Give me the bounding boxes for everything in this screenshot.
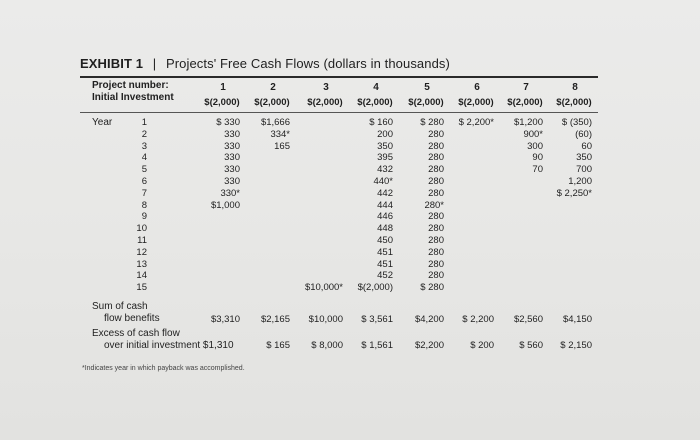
cell-p5-y1: $ 280 xyxy=(420,117,444,128)
cell-p1-y1: $ 330 xyxy=(216,117,240,128)
exhibit-title xyxy=(80,56,450,71)
cell-p4-y7: 442 xyxy=(377,187,393,199)
exhibit-label: EXHIBIT 1 xyxy=(80,56,144,71)
sum-p1: $3,310 xyxy=(210,314,240,325)
cell-p5-y2: 280 xyxy=(428,128,444,140)
sum-p8: $4,150 xyxy=(562,314,592,325)
cell-p7-y5: 70 xyxy=(532,164,543,176)
initial-investment-label: Initial Investment xyxy=(92,92,174,103)
cell-p8-y1: $ (350) xyxy=(561,117,592,128)
sum-p4: $ 3,561 xyxy=(361,314,393,325)
initial-investment-4: $(2,000) xyxy=(357,97,393,108)
year-12: 12 xyxy=(136,246,147,258)
year-label: Year xyxy=(92,117,113,128)
year-5: 5 xyxy=(141,164,147,176)
initial-investment-7: $(2,000) xyxy=(507,97,543,108)
top-rule xyxy=(80,76,598,78)
year-13: 13 xyxy=(136,258,147,270)
cell-p4-y9: 446 xyxy=(377,211,393,223)
cell-p5-y8: 280* xyxy=(424,199,444,211)
project-number-1: 1 xyxy=(220,82,226,93)
sum-p2: $2,165 xyxy=(260,314,290,325)
excess-p3: $ 8,000 xyxy=(311,340,343,351)
cell-p1-y5: 330 xyxy=(224,164,240,176)
cell-p5-y14: 280 xyxy=(428,270,444,282)
header-rule xyxy=(80,112,598,113)
initial-investment-8: $(2,000) xyxy=(556,97,592,108)
excess-p5: $2,200 xyxy=(414,340,444,351)
cell-p4-y14: 452 xyxy=(377,270,393,282)
year-4: 4 xyxy=(141,152,147,164)
cell-p5-y5: 280 xyxy=(428,164,444,176)
cell-p4-y4: 395 xyxy=(377,152,393,164)
cell-p1-y8: $1,000 xyxy=(210,199,240,211)
year-11: 11 xyxy=(137,235,147,246)
project-number-label: Project number: xyxy=(92,80,169,91)
cell-p1-y2: 330 xyxy=(224,128,240,140)
cell-p4-y13: 451 xyxy=(377,258,393,270)
cell-p2-y3: 165 xyxy=(274,140,290,152)
excess-p2: $ 165 xyxy=(266,340,290,351)
project-number-2: 2 xyxy=(270,82,276,93)
cell-p4-y8: 444 xyxy=(377,199,393,211)
cell-p8-y3: 60 xyxy=(581,140,592,152)
cell-p4-y15: $(2,000) xyxy=(357,282,393,294)
cell-p5-y10: 280 xyxy=(428,223,444,235)
year-14: 14 xyxy=(136,270,147,282)
cell-p4-y3: 350 xyxy=(377,140,393,152)
cell-p7-y3: 300 xyxy=(527,140,543,152)
cell-p4-y11: 450 xyxy=(377,235,393,246)
cell-p5-y11: 280 xyxy=(428,235,444,246)
cell-p3-y15: $10,000* xyxy=(304,282,343,294)
cell-p8-y4: 350 xyxy=(576,152,592,164)
project-number-6: 6 xyxy=(474,82,480,93)
cell-p5-y9: 280 xyxy=(428,211,444,223)
year-9: 9 xyxy=(141,211,147,223)
cell-p8-y7: $ 2,250* xyxy=(556,187,592,199)
initial-investment-5: $(2,000) xyxy=(408,97,444,108)
initial-investment-6: $(2,000) xyxy=(458,97,494,108)
cell-p5-y7: 280 xyxy=(428,187,444,199)
cell-p1-y3: 330 xyxy=(224,140,240,152)
cell-p1-y6: 330 xyxy=(224,176,240,187)
cell-p7-y1: $1,200 xyxy=(513,117,543,128)
initial-investment-1: $(2,000) xyxy=(204,97,240,108)
project-number-5: 5 xyxy=(424,82,430,93)
excess-label-line2: over initial investment $1,310 xyxy=(104,340,234,351)
year-15: 15 xyxy=(136,282,147,294)
year-8: 8 xyxy=(141,199,147,211)
title-separator: | xyxy=(152,56,157,71)
cell-p8-y5: 700 xyxy=(576,164,592,176)
cell-p4-y2: 200 xyxy=(377,128,393,140)
cell-p5-y4: 280 xyxy=(428,152,444,164)
excess-p4: $ 1,561 xyxy=(361,340,393,351)
cell-p4-y6: 440* xyxy=(373,176,393,187)
year-2: 2 xyxy=(141,128,147,140)
year-10: 10 xyxy=(136,223,147,235)
cell-p8-y2: (60) xyxy=(575,128,592,140)
year-6: 6 xyxy=(141,176,147,187)
project-number-4: 4 xyxy=(373,82,379,93)
cell-p5-y15: $ 280 xyxy=(420,282,444,294)
sum-label-line1: Sum of cash xyxy=(92,301,148,312)
cell-p8-y6: 1,200 xyxy=(568,176,592,187)
cell-p4-y12: 451 xyxy=(377,246,393,258)
cell-p4-y10: 448 xyxy=(377,223,393,235)
cell-p7-y2: 900* xyxy=(523,128,543,140)
cell-p2-y1: $1,666 xyxy=(260,117,290,128)
excess-p6: $ 200 xyxy=(470,340,494,351)
initial-investment-2: $(2,000) xyxy=(254,97,290,108)
excess-p8: $ 2,150 xyxy=(560,340,592,351)
excess-label-line1: Excess of cash flow xyxy=(92,328,180,339)
cell-p4-y1: $ 160 xyxy=(369,117,393,128)
sum-p5: $4,200 xyxy=(414,314,444,325)
cell-p7-y4: 90 xyxy=(532,152,543,164)
cell-p1-y7: 330* xyxy=(220,187,240,199)
cell-p6-y1: $ 2,200* xyxy=(458,117,494,128)
cell-p5-y13: 280 xyxy=(428,258,444,270)
exhibit-caption: Projects' Free Cash Flows (dollars in thousands) xyxy=(165,56,450,71)
sum-label-line2: flow benefits xyxy=(104,313,160,324)
footnote: *Indicates year in which payback was accomplished. xyxy=(82,365,245,372)
year-7: 7 xyxy=(141,187,147,199)
cell-p5-y6: 280 xyxy=(428,176,444,187)
sum-p3: $10,000 xyxy=(308,314,343,325)
project-number-8: 8 xyxy=(572,82,578,93)
project-number-3: 3 xyxy=(323,82,329,93)
cell-p2-y2: 334* xyxy=(270,128,290,140)
project-number-7: 7 xyxy=(523,82,529,93)
cell-p5-y12: 280 xyxy=(428,246,444,258)
sum-p7: $2,560 xyxy=(513,314,543,325)
initial-investment-3: $(2,000) xyxy=(307,97,343,108)
excess-p7: $ 560 xyxy=(519,340,543,351)
sum-p6: $ 2,200 xyxy=(462,314,494,325)
cell-p5-y3: 280 xyxy=(428,140,444,152)
year-1: 1 xyxy=(141,117,147,128)
cell-p4-y5: 432 xyxy=(377,164,393,176)
year-3: 3 xyxy=(141,140,147,152)
cell-p1-y4: 330 xyxy=(224,152,240,164)
